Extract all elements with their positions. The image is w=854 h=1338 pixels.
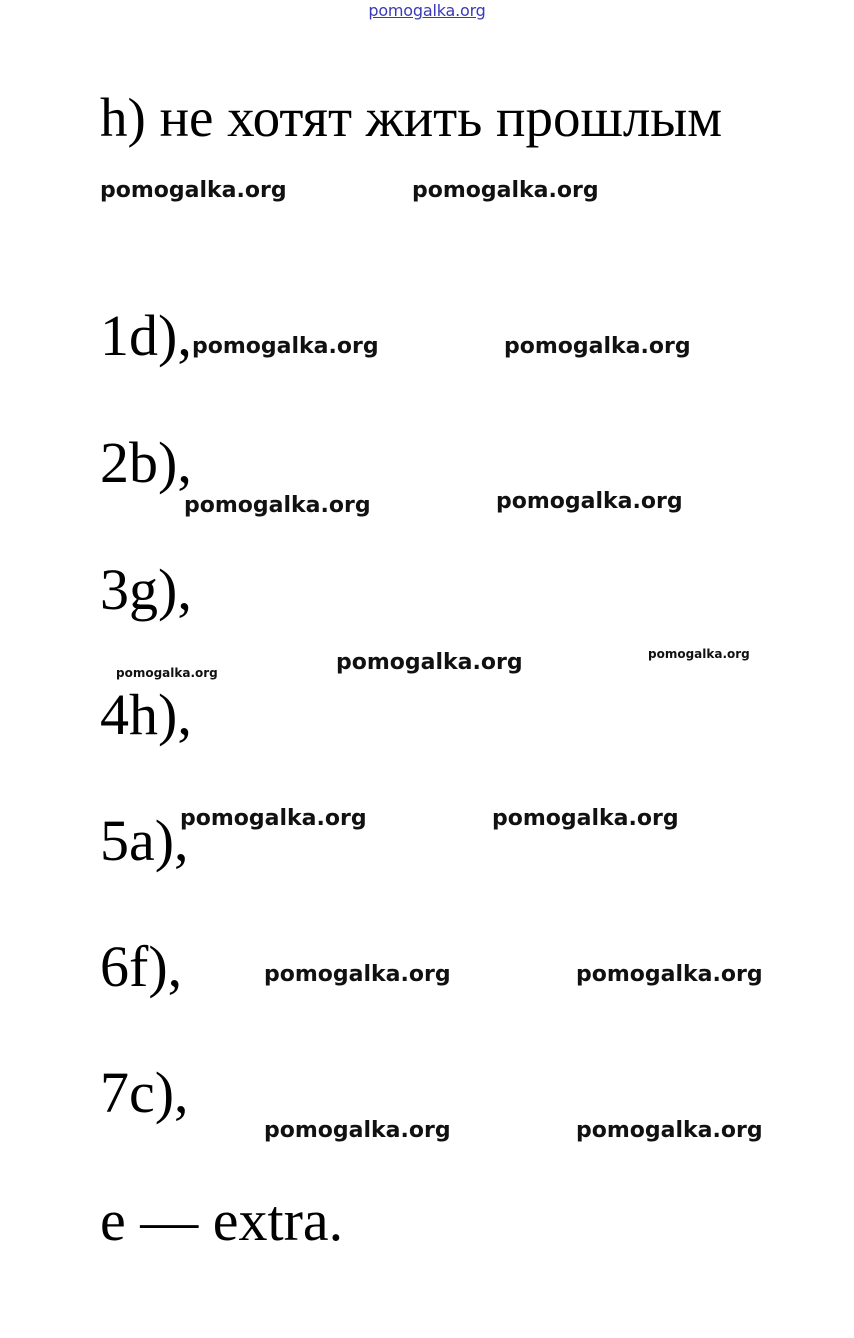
answer-5: 5a),: [100, 808, 189, 873]
watermark: pomogalka.org: [192, 334, 379, 359]
answer-4: 4h),: [100, 682, 192, 747]
watermark: pomogalka.org: [264, 1118, 451, 1143]
watermark: pomogalka.org: [412, 178, 599, 203]
watermark: pomogalka.org: [496, 489, 683, 514]
watermark: pomogalka.org: [264, 962, 451, 987]
watermark-small: pomogalka.org: [648, 647, 750, 661]
answer-extra: e — extra.: [100, 1188, 344, 1253]
header-watermark[interactable]: pomogalka.org: [368, 1, 486, 20]
watermark: pomogalka.org: [100, 178, 287, 203]
answer-1: 1d),: [100, 303, 192, 368]
watermark: pomogalka.org: [504, 334, 691, 359]
watermark: pomogalka.org: [180, 806, 367, 831]
watermark-small: pomogalka.org: [116, 666, 218, 680]
watermark: pomogalka.org: [492, 806, 679, 831]
watermark: pomogalka.org: [184, 493, 371, 518]
answer-3: 3g),: [100, 557, 192, 622]
title-line: h) не хотят жить прошлым: [100, 87, 723, 148]
watermark: pomogalka.org: [336, 650, 523, 675]
answer-2: 2b),: [100, 430, 192, 495]
answer-6: 6f),: [100, 934, 183, 999]
answer-7: 7c),: [100, 1060, 189, 1125]
watermark: pomogalka.org: [576, 962, 763, 987]
watermark: pomogalka.org: [576, 1118, 763, 1143]
